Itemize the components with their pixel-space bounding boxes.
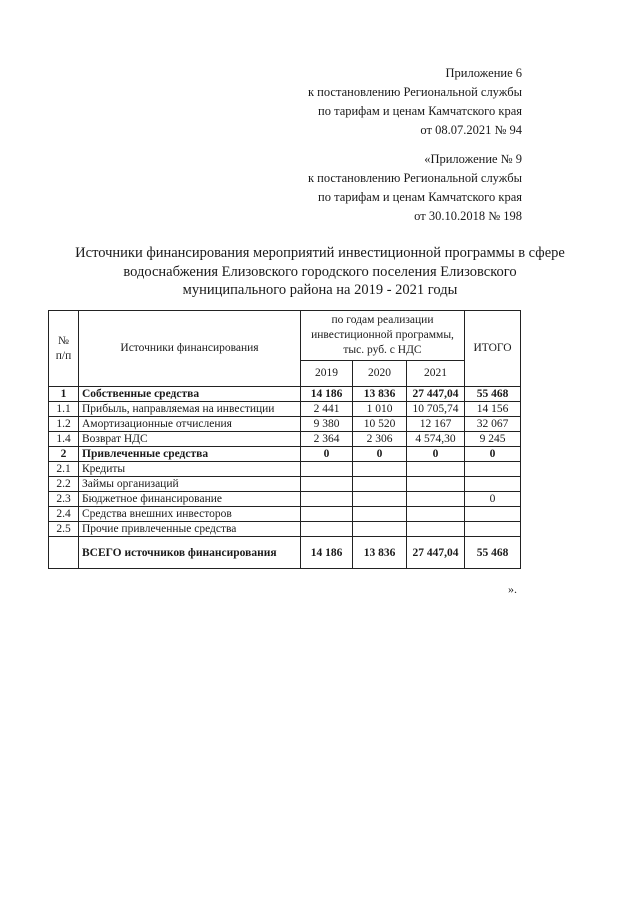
document-title (40, 244, 600, 300)
row-name: Кредиты (79, 462, 301, 477)
total-row (49, 537, 521, 569)
header-num-line: № (58, 334, 69, 347)
row-name: Привлеченные средства (79, 447, 301, 462)
row-name: Бюджетное финансирование (79, 492, 301, 507)
appendix-6-header (308, 64, 522, 140)
header-total: ИТОГО (465, 311, 521, 387)
row-2021: 4 574,30 (407, 432, 465, 447)
row-2020 (353, 522, 407, 537)
row-total (465, 462, 521, 477)
total-row-name: ВСЕГО источников финансирования (79, 537, 301, 569)
row-2019: 14 186 (301, 387, 353, 402)
table-row (49, 522, 521, 537)
table-row (49, 387, 521, 402)
header-num (49, 311, 79, 387)
closing-quote: ». (508, 582, 517, 596)
row-total (465, 477, 521, 492)
row-total: 9 245 (465, 432, 521, 447)
appendix-9-line: по тарифам и ценам Камчатского края (318, 190, 522, 204)
row-2020: 1 010 (353, 402, 407, 417)
total-row-2019: 14 186 (301, 537, 353, 569)
header-period-line: по годам реализации (331, 314, 434, 326)
header-period-line: инвестиционной программы, (311, 329, 454, 341)
row-name: Займы организаций (79, 477, 301, 492)
title-line: Источники финансирования мероприятий инвестиционной программы в сфере (75, 245, 565, 261)
row-2019: 9 380 (301, 417, 353, 432)
row-2021 (407, 507, 465, 522)
total-row-total: 55 468 (465, 537, 521, 569)
table-row (49, 402, 521, 417)
row-2020: 2 306 (353, 432, 407, 447)
header-source: Источники финансирования (79, 311, 301, 387)
row-2020 (353, 492, 407, 507)
row-2021: 0 (407, 447, 465, 462)
appendix-6-line: по тарифам и ценам Камчатского края (318, 104, 522, 118)
row-2021 (407, 462, 465, 477)
row-2020: 10 520 (353, 417, 407, 432)
table-row (49, 462, 521, 477)
title-line: водоснабжения Елизовского городского поселения Елизовского (123, 263, 517, 280)
header-year-2020: 2020 (353, 361, 407, 387)
row-total (465, 507, 521, 522)
row-2019 (301, 507, 353, 522)
row-num: 2.5 (49, 522, 79, 537)
row-2019 (301, 522, 353, 537)
row-total: 0 (465, 447, 521, 462)
row-num: 1.2 (49, 417, 79, 432)
row-2021 (407, 477, 465, 492)
row-name: Средства внешних инвесторов (79, 507, 301, 522)
header-period-line: тыс. руб. с НДС (343, 344, 422, 356)
row-total: 55 468 (465, 387, 521, 402)
appendix-6-line: Приложение 6 (445, 66, 522, 80)
row-2019 (301, 477, 353, 492)
table-row (49, 492, 521, 507)
row-num: 2 (49, 447, 79, 462)
row-total: 32 067 (465, 417, 521, 432)
table-row (49, 447, 521, 462)
appendix-9-header (308, 150, 522, 226)
row-2020 (353, 477, 407, 492)
appendix-9-line: от 30.10.2018 № 198 (414, 209, 522, 223)
table-row (49, 432, 521, 447)
header-year-2021: 2021 (407, 361, 465, 387)
row-num: 2.3 (49, 492, 79, 507)
row-2020 (353, 507, 407, 522)
row-num: 1.4 (49, 432, 79, 447)
table-row (49, 417, 521, 432)
row-num: 1 (49, 387, 79, 402)
total-row-2021: 27 447,04 (407, 537, 465, 569)
row-2019: 2 441 (301, 402, 353, 417)
row-num: 1.1 (49, 402, 79, 417)
table-row (49, 477, 521, 492)
row-name: Возврат НДС (79, 432, 301, 447)
row-num: 2.4 (49, 507, 79, 522)
appendix-9-line: к постановлению Региональной службы (307, 171, 522, 185)
total-row-2020: 13 836 (353, 537, 407, 569)
row-total: 0 (465, 492, 521, 507)
row-2021 (407, 492, 465, 507)
row-num: 2.2 (49, 477, 79, 492)
appendix-9-line: «Приложение № 9 (424, 152, 522, 166)
header-year-2019: 2019 (301, 361, 353, 387)
row-name: Собственные средства (79, 387, 301, 402)
row-2021 (407, 522, 465, 537)
row-total (465, 522, 521, 537)
financing-table (48, 310, 521, 569)
row-name: Прибыль, направляемая на инвестиции (79, 402, 301, 417)
row-total: 14 156 (465, 402, 521, 417)
header-num-line: п/п (55, 349, 72, 362)
row-2019: 2 364 (301, 432, 353, 447)
row-2019: 0 (301, 447, 353, 462)
table-row (49, 507, 521, 522)
row-2019 (301, 462, 353, 477)
row-2019 (301, 492, 353, 507)
row-2020: 13 836 (353, 387, 407, 402)
row-2021: 10 705,74 (407, 402, 465, 417)
row-2021: 27 447,04 (407, 387, 465, 402)
row-2020: 0 (353, 447, 407, 462)
appendix-6-line: к постановлению Региональной службы (307, 85, 522, 99)
row-num: 2.1 (49, 462, 79, 477)
row-name: Амортизационные отчисления (79, 417, 301, 432)
header-period (301, 311, 465, 361)
appendix-6-line: от 08.07.2021 № 94 (420, 123, 522, 137)
row-name: Прочие привлеченные средства (79, 522, 301, 537)
title-line: муниципального района на 2019 - 2021 годы (182, 282, 458, 298)
row-2020 (353, 462, 407, 477)
row-2021: 12 167 (407, 417, 465, 432)
total-row-num (49, 537, 79, 569)
